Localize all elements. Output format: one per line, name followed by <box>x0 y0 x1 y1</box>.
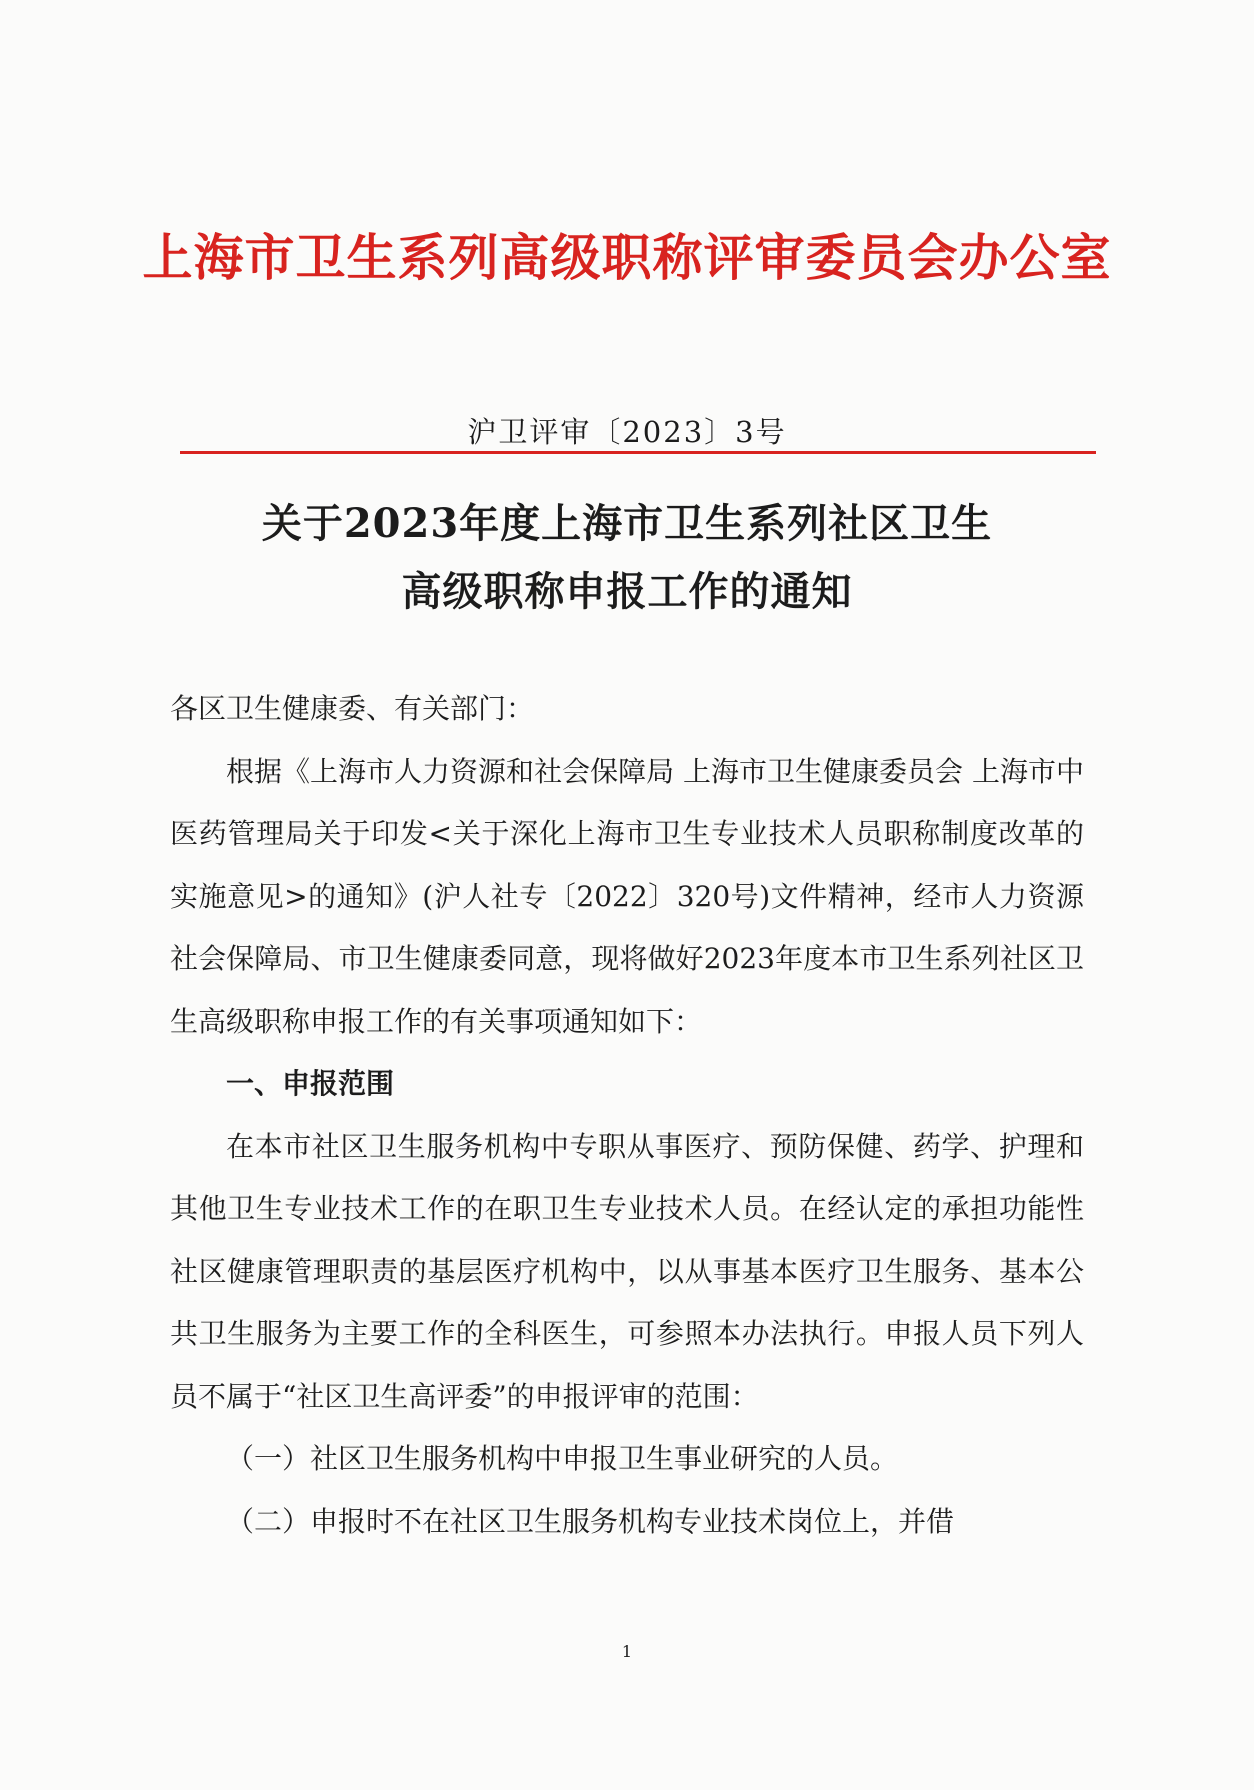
scope-paragraph: 在本市社区卫生服务机构中专职从事医疗、预防保健、药学、护理和其他卫生专业技术工作的在职卫生专业技术人员。在经认定的承担功能性社区健康管理职责的基层医疗机构中，以从事基本医疗卫生服务、基本公共卫生服务为主要工作的全科医生，可参照本办法执行。申报人员下列人员不属于“社区卫生高评委”的申报评审的范围： <box>170 1129 1084 1413</box>
notice-title-line-1: 关于2023年度上海市卫生系列社区卫生 <box>261 500 993 547</box>
document-body <box>170 678 1084 1553</box>
list-item-2: （二）申报时不在社区卫生服务机构专业技术岗位上，并借 <box>226 1504 955 1538</box>
section-heading-scope: 一、申报范围 <box>226 1067 395 1100</box>
list-item-1: （一）社区卫生服务机构中申报卫生事业研究的人员。 <box>226 1442 899 1475</box>
page-number: 1 <box>621 1642 633 1661</box>
salutation: 各区卫生健康委、有关部门： <box>170 692 535 725</box>
red-divider-line <box>180 451 1096 454</box>
letterhead-title: 上海市卫生系列高级职称评审委员会办公室 <box>142 228 1112 287</box>
document-number: 沪卫评审〔2023〕3号 <box>467 415 787 449</box>
intro-paragraph: 根据《上海市人力资源和社会保障局 上海市卫生健康委员会 上海市中医药管理局关于印发<关于深化上海市卫生专业技术人员职称制度改革的实施意见>的通知》(沪人社专〔2022〕320号)文件精神，经市人力资源社会保障局、市卫生健康委同意，现将做好2023年度本市卫生系列社区卫生高级职称申报工作的有关事项通知如下： <box>170 754 1084 1038</box>
notice-title-line-2: 高级职称申报工作的通知 <box>401 568 853 615</box>
